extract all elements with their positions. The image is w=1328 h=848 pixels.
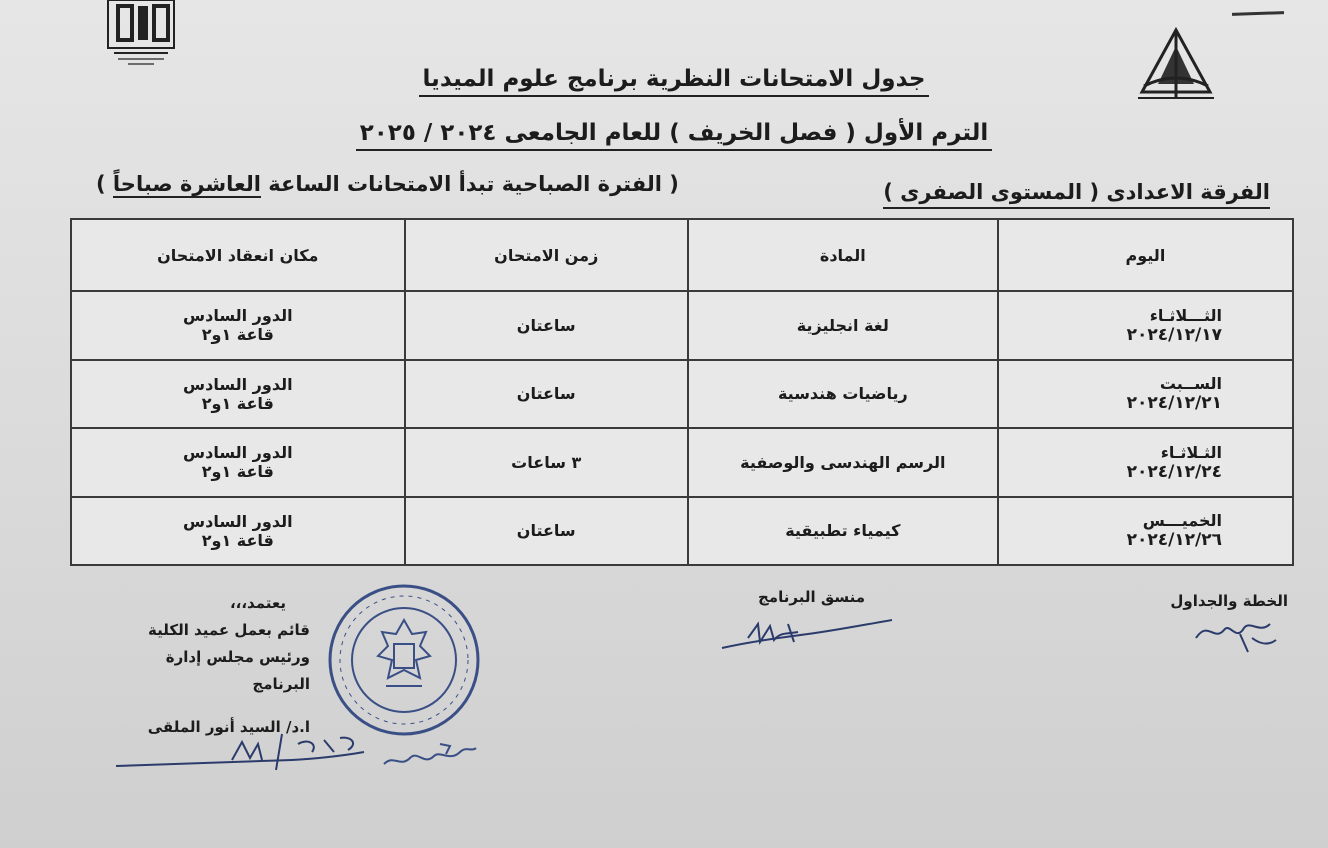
place-floor: الدور السادس	[183, 306, 293, 326]
cell-subject: الرسم الهندسى والوصفية	[688, 428, 998, 497]
day-name: الســبت	[1159, 374, 1222, 394]
dean-role: قائم بعمل عميد الكلية	[148, 621, 310, 639]
cell-day	[998, 428, 1293, 497]
cell-place	[71, 360, 405, 429]
period-prefix: ( الفترة الصباحية تبدأ الامتحانات الساعة	[260, 172, 679, 196]
approve-label: يعتمد،،،	[229, 594, 286, 612]
place-hall: قاعة ١و٢	[201, 393, 274, 413]
day-date: ٢٠٢٤/١٢/٢٦	[1126, 530, 1222, 551]
coordinator-label: منسق البرنامج	[758, 588, 866, 606]
cell-place	[71, 428, 405, 497]
table-row	[71, 291, 1293, 360]
cell-time: ساعتان	[405, 291, 688, 360]
dean-block	[126, 590, 316, 741]
semester-line: الترم الأول ( فصل الخريف ) للعام الجامعى ٢٠٢٤ / ٢٠٢٥	[0, 120, 1328, 151]
day-date: ٢٠٢٤/١٢/١٧	[1126, 324, 1222, 345]
cell-time: ٣ ساعات	[405, 428, 688, 497]
cell-day	[998, 497, 1293, 566]
date-scribble-icon	[380, 738, 480, 774]
place-floor: الدور السادس	[183, 511, 293, 531]
planning-label: الخطة والجداول	[1170, 592, 1288, 610]
faculty-logo-icon	[106, 0, 176, 68]
header-subject: المادة	[688, 219, 998, 291]
table-header-row	[71, 219, 1293, 291]
table-row	[71, 497, 1293, 566]
day-name: الثـــلاثـاء	[1149, 305, 1222, 325]
day-date: ٢٠٢٤/١٢/٢٤	[1126, 461, 1222, 482]
table-row	[71, 360, 1293, 429]
cell-time: ساعتان	[405, 360, 688, 429]
period-line	[96, 172, 679, 196]
pen-mark	[1232, 11, 1284, 16]
table-row	[71, 428, 1293, 497]
day-name: الخميـــس	[1142, 511, 1222, 531]
cell-day	[998, 291, 1293, 360]
header-time: زمن الامتحان	[405, 219, 688, 291]
cell-place	[71, 497, 405, 566]
day-date: ٢٠٢٤/١٢/٢١	[1126, 393, 1222, 414]
planning-signature-icon	[1190, 612, 1280, 656]
period-suffix: )	[96, 172, 113, 196]
cell-subject: كيمياء تطبيقية	[688, 497, 998, 566]
place-hall: قاعة ١و٢	[201, 325, 274, 345]
place-hall: قاعة ١و٢	[201, 462, 274, 482]
cell-day	[998, 360, 1293, 429]
document-title: جدول الامتحانات النظرية برنامج علوم الميديا	[0, 66, 1328, 97]
cell-place	[71, 291, 405, 360]
place-floor: الدور السادس	[183, 374, 293, 394]
cell-subject: رياضيات هندسية	[688, 360, 998, 429]
coordinator-signature-icon	[718, 612, 898, 656]
university-seal-icon	[326, 582, 482, 738]
dean-signature-icon	[112, 730, 372, 776]
place-floor: الدور السادس	[183, 443, 293, 463]
council-role: ورئيس مجلس إدارة البرنامج	[165, 648, 310, 693]
header-place: مكان انعقاد الامتحان	[71, 219, 405, 291]
period-highlight: العاشرة صباحاً	[112, 172, 261, 196]
level-line: الفرقة الاعدادى ( المستوى الصفرى )	[883, 180, 1270, 204]
cell-time: ساعتان	[405, 497, 688, 566]
cell-subject: لغة انجليزية	[688, 291, 998, 360]
exam-schedule-table	[70, 218, 1294, 566]
day-name: الثـلاثـاء	[1160, 442, 1222, 462]
dean-name: ا.د/ السيد أنور الملقى	[147, 718, 310, 736]
place-hall: قاعة ١و٢	[201, 530, 274, 550]
header-day: اليوم	[998, 219, 1293, 291]
